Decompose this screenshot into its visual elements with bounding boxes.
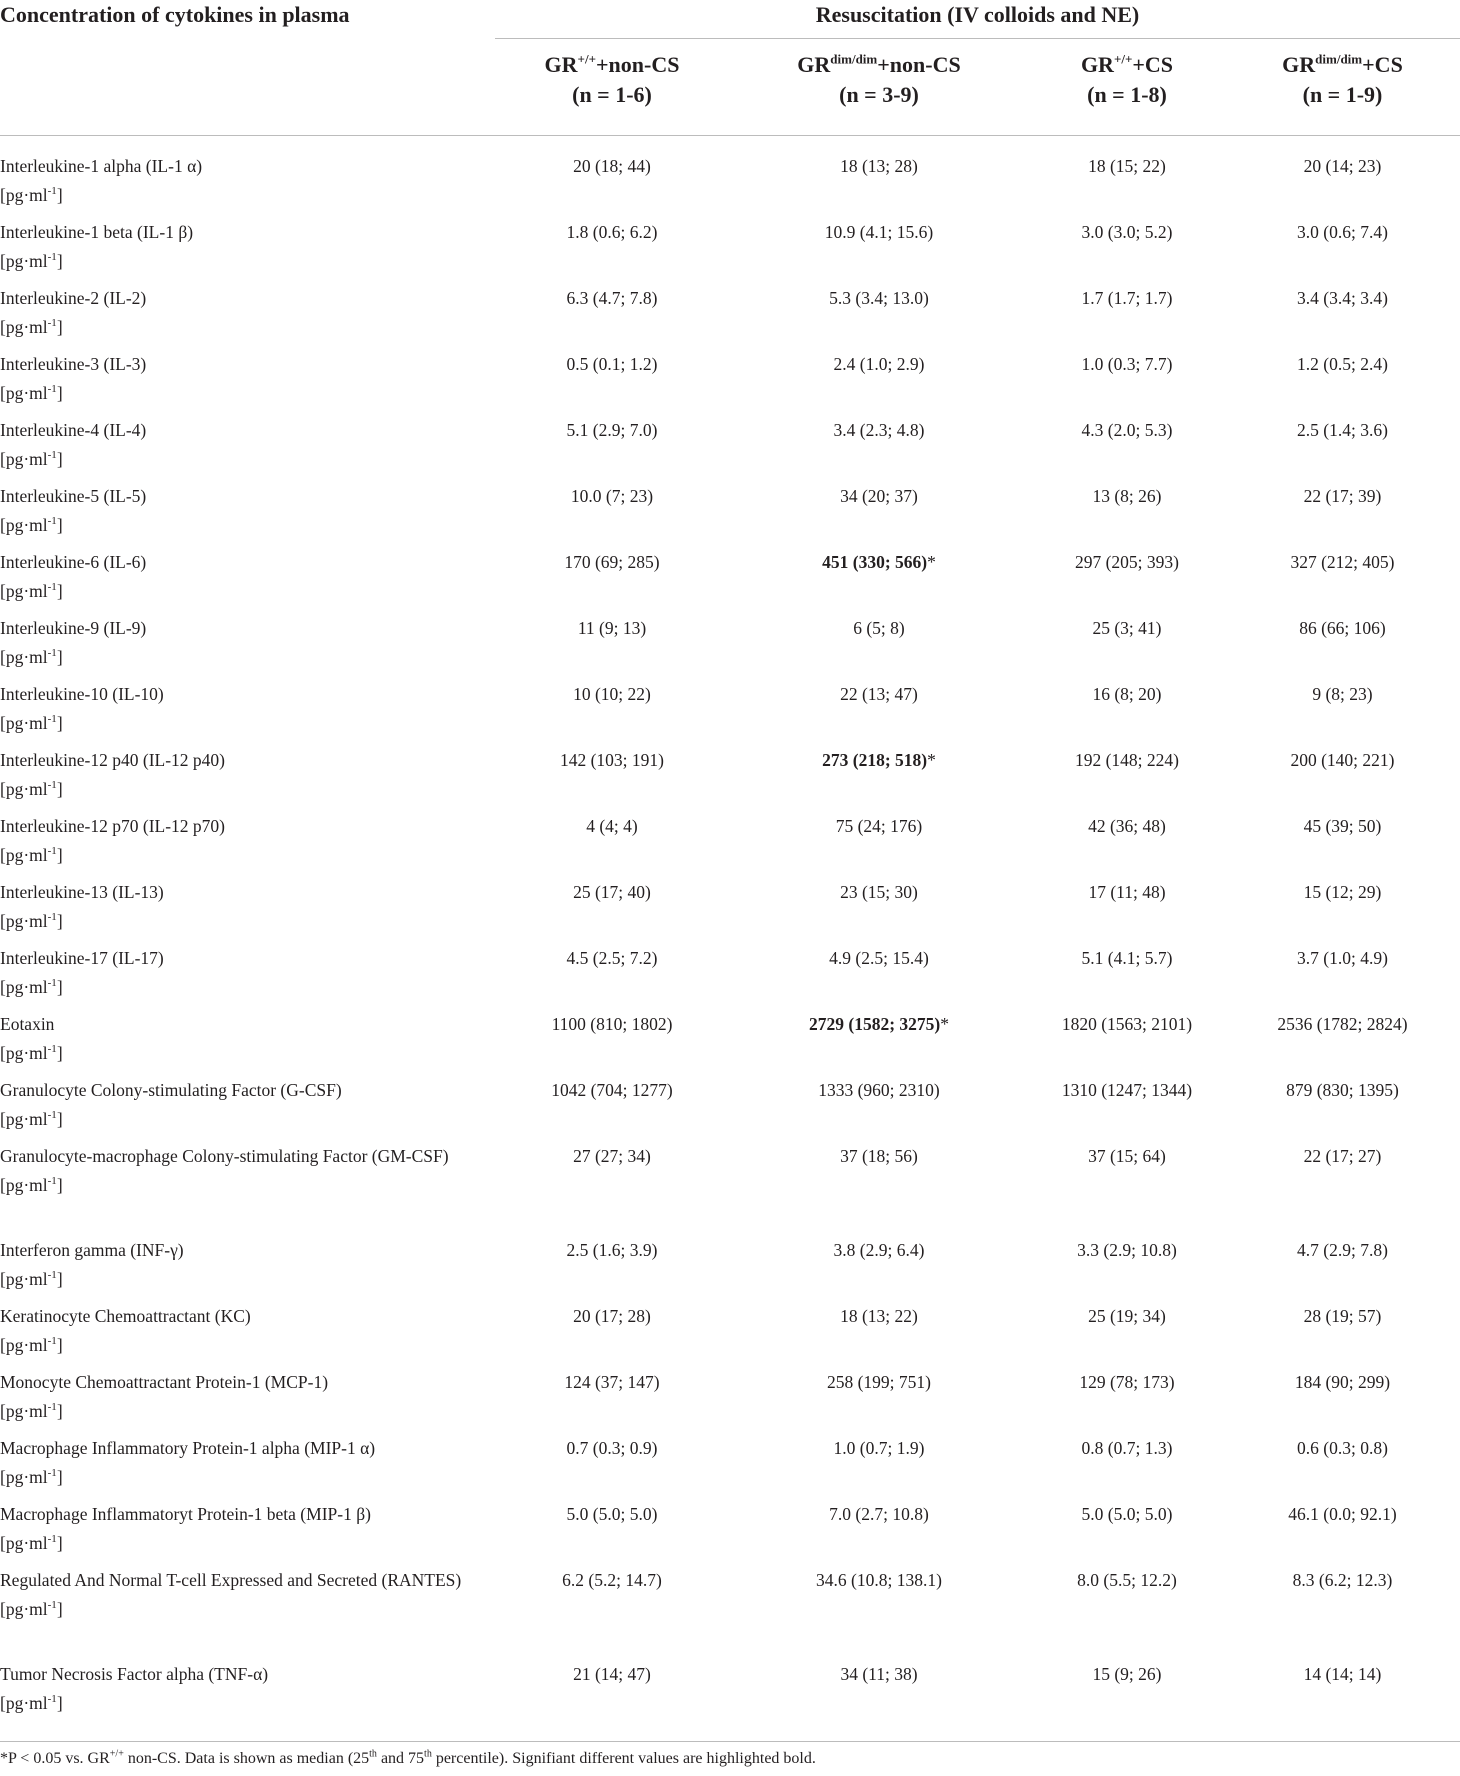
header-divider [0, 135, 1460, 136]
header-divider-short [495, 38, 1460, 39]
table-cell: 170 (69; 285) [564, 552, 660, 572]
table-cell: 5.3 (3.4; 13.0) [829, 288, 929, 308]
table-cell: 22 (17; 39) [1303, 486, 1382, 506]
table-footnote [0, 1748, 1460, 1770]
row-label: Interleukine-12 p70 (IL-12 p70) $[pg\cdot ml^{-1}]$ [0, 816, 225, 865]
table-cell: 327 (212; 405) [1290, 552, 1395, 572]
table-cell: 1100 (810; 1802) [551, 1014, 673, 1034]
row-label: Tumor Necrosis Factor alpha (TNF-α) $[pg\cdot ml^{-1}]$ [0, 1664, 269, 1713]
table-cell: 20 (17; 28) [573, 1306, 651, 1326]
table-cell: 6 (5; 8) [853, 618, 905, 638]
table-cell: 11 (9; 13) [577, 618, 647, 638]
table-cell: 6.2 (5.2; 14.7) [562, 1570, 662, 1590]
table-cell: 8.3 (6.2; 12.3) [1292, 1570, 1393, 1590]
row-label: Interleukine-9 (IL-9) $[pg\cdot ml^{-1}]$ [0, 618, 147, 667]
footnote-sup-3: th [424, 1748, 432, 1760]
table-cell: 37 (15; 64) [1088, 1146, 1166, 1166]
row-label: Macrophage Inflammatory Protein-1 alpha (MIP-1 α) $[pg\cdot ml^{-1}]$ [0, 1438, 376, 1487]
row-label: Interleukine-12 p40 (IL-12 p40) $[pg\cdot ml^{-1}]$ [0, 750, 225, 799]
table-cell: 5.1 (4.1; 5.7) [1081, 948, 1173, 968]
table-cell: 27 (27; 34) [573, 1146, 651, 1166]
table-cell: 34 (20; 37) [840, 486, 918, 506]
row-label: Eotaxin $[pg\cdot ml^{-1}]$ [0, 1014, 63, 1063]
significance-marker: * [927, 552, 936, 572]
table-cell: 20 (18; 44) [573, 156, 651, 176]
significance-marker: * [940, 1014, 949, 1034]
table-cell: 10.9 (4.1; 15.6) [824, 222, 934, 242]
row-label: Granulocyte Colony-stimulating Factor (G-CSF) $[pg\cdot ml^{-1}]$ [0, 1080, 342, 1129]
table-cell: 129 (78; 173) [1079, 1372, 1175, 1392]
table-cell: 5.0 (5.0; 5.0) [1081, 1504, 1173, 1524]
table-cell: 3.7 (1.0; 4.9) [1297, 948, 1388, 968]
row-label: Interleukine-17 (IL-17) $[pg\cdot ml^{-1}]$ [0, 948, 164, 997]
table-cell: 192 (148; 224) [1074, 750, 1180, 770]
row-label: Macrophage Inflammatoryt Protein-1 beta (MIP-1 β) $[pg\cdot ml^{-1}]$ [0, 1504, 371, 1553]
table-cell: 18 (13; 28) [840, 156, 918, 176]
table-cell: 142 (103; 191) [559, 750, 665, 770]
table-cell: 0.7 (0.3; 0.9) [566, 1438, 658, 1458]
table-cell: 5.1 (2.9; 7.0) [566, 420, 658, 440]
table-cell: 5.0 (5.0; 5.0) [566, 1504, 658, 1524]
row-label: Interleukine-1 beta (IL-1 β) $[pg\cdot ml^{-1}]$ [0, 222, 194, 271]
table-cell: 4.5 (2.5; 7.2) [566, 948, 658, 968]
table-cell: 34.6 (10.8; 138.1) [816, 1570, 942, 1590]
table-cell: 22 (13; 47) [840, 684, 918, 704]
table-cell: 18 (15; 22) [1088, 156, 1166, 176]
table-cell: 3.4 (2.3; 4.8) [833, 420, 925, 440]
table-cell: 2729 (1582; 3275)* [809, 1014, 949, 1034]
column-header-2: $GR^{dim/dim}+non-CS$ (n = 3-9) [797, 51, 961, 107]
table-cell: 4.9 (2.5; 15.4) [829, 948, 929, 968]
row-label: Regulated And Normal T-cell Expressed and Secreted (RANTES) $[pg\cdot ml^{-1}]$ [0, 1570, 462, 1619]
table-cell: 21 (14; 47) [573, 1664, 651, 1684]
table-cell: 3.0 (3.0; 5.2) [1081, 222, 1173, 242]
table-cell: 15 (12; 29) [1303, 882, 1382, 902]
table-cell: 4.7 (2.9; 7.8) [1297, 1240, 1388, 1260]
table-cell: 2.5 (1.4; 3.6) [1297, 420, 1388, 440]
table-cell: 10 (10; 22) [573, 684, 651, 704]
table-cell: 2536 (1782; 2824) [1277, 1014, 1408, 1034]
row-label: Interleukine-2 (IL-2) $[pg\cdot ml^{-1}]$ [0, 288, 147, 337]
table-cell: 10.0 (7; 23) [570, 486, 654, 506]
table-cell: 6.3 (4.7; 7.8) [566, 288, 658, 308]
table-cell: 34 (11; 38) [840, 1664, 918, 1684]
table-cell: 18 (13; 22) [840, 1306, 918, 1326]
table-cell: 75 (24; 176) [835, 816, 923, 836]
table-cell: 1.7 (1.7; 1.7) [1081, 288, 1173, 308]
row-label: Interleukine-1 alpha (IL-1 α) $[pg\cdot ml^{-1}]$ [0, 156, 203, 205]
table-cell: 46.1 (0.0; 92.1) [1288, 1504, 1397, 1524]
table-cell: 17 (11; 48) [1088, 882, 1166, 902]
footnote-text-4: percentile). Signifiant different values are highlighted bold. [431, 1750, 816, 1767]
table-cell: 124 (37; 147) [564, 1372, 660, 1392]
table-cell: 200 (140; 221) [1290, 750, 1395, 770]
table-cell: 45 (39; 50) [1303, 816, 1382, 836]
row-label: Interferon gamma (INF-γ) $[pg\cdot ml^{-1}]$ [0, 1240, 184, 1289]
table-cell: 25 (19; 34) [1088, 1306, 1166, 1326]
table-cell: 42 (36; 48) [1088, 816, 1166, 836]
table-cell: 2.4 (1.0; 2.9) [833, 354, 925, 374]
table-cell: 28 (19; 57) [1303, 1306, 1382, 1326]
table-cell: 37 (18; 56) [840, 1146, 918, 1166]
table-cell: 3.8 (2.9; 6.4) [833, 1240, 925, 1260]
table-cell: 13 (8; 26) [1092, 486, 1162, 506]
table-bottom-rule [0, 1741, 1460, 1742]
table-cell: 7.0 (2.7; 10.8) [829, 1504, 929, 1524]
table-cell: 1333 (960; 2310) [818, 1080, 940, 1100]
table-cell: 20 (14; 23) [1303, 156, 1382, 176]
footnote-sup-2: th [369, 1748, 377, 1760]
table-cell: 258 (199; 751) [826, 1372, 932, 1392]
table-cell: 1.0 (0.3; 7.7) [1081, 354, 1173, 374]
table-cell: 3.3 (2.9; 10.8) [1077, 1240, 1177, 1260]
column-header-4: $GR^{dim/dim}+CS$ (n = 1-9) [1282, 51, 1403, 107]
row-label: Monocyte Chemoattractant Protein-1 (MCP-1) $[pg\cdot ml^{-1}]$ [0, 1372, 329, 1421]
table-cell: 0.8 (0.7; 1.3) [1081, 1438, 1173, 1458]
table-cell: 1.8 (0.6; 6.2) [566, 222, 658, 242]
row-label: Interleukine-3 (IL-3) $[pg\cdot ml^{-1}]$ [0, 354, 147, 403]
row-label: Granulocyte-macrophage Colony-stimulating Factor (GM-CSF) $[pg\cdot ml^{-1}]$ [0, 1146, 449, 1195]
footnote-text-1: *P < 0.05 vs. GR [0, 1750, 110, 1767]
table-cell: 16 (8; 20) [1092, 684, 1162, 704]
table-cell: 3.4 (3.4; 3.4) [1297, 288, 1388, 308]
table-cell: 4.3 (2.0; 5.3) [1081, 420, 1173, 440]
table-header-top [0, 0, 1460, 38]
table-cell: 0.6 (0.3; 0.8) [1297, 1438, 1388, 1458]
table-cell: 15 (9; 26) [1092, 1664, 1162, 1684]
table-title-right: Resuscitation (IV colloids and NE) [815, 2, 1140, 27]
table-cell: 184 (90; 299) [1294, 1372, 1391, 1392]
table-cell: 273 (218; 518)* [822, 750, 936, 770]
table-cell: 3.0 (0.6; 7.4) [1297, 222, 1388, 242]
table-cell: 86 (66; 106) [1299, 618, 1386, 638]
footnote-sup-1: +/+ [109, 1748, 124, 1760]
row-label: Interleukine-10 (IL-10) $[pg\cdot ml^{-1}]$ [0, 684, 164, 733]
table-cell: 2.5 (1.6; 3.9) [566, 1240, 658, 1260]
table-cell: 1.2 (0.5; 2.4) [1297, 354, 1388, 374]
row-label: Interleukine-13 (IL-13) $[pg\cdot ml^{-1}]$ [0, 882, 164, 931]
table-cell: 1.0 (0.7; 1.9) [833, 1438, 925, 1458]
column-header-3: GR+/++CS (n = 1-8) [1080, 51, 1174, 107]
table-cell: 451 (330; 566)* [822, 552, 936, 572]
column-header-1: GR+/++non-CS (n = 1-6) [544, 51, 680, 107]
row-label: Interleukine-4 (IL-4) $[pg\cdot ml^{-1}]$ [0, 420, 147, 469]
table-cell: 1820 (1563; 2101) [1061, 1014, 1193, 1034]
table-cell: 9 (8; 23) [1312, 684, 1373, 704]
table-cell: 14 (14; 14) [1303, 1664, 1382, 1684]
footnote-text-3: and 75 [376, 1750, 425, 1767]
table-cell: 25 (3; 41) [1092, 618, 1162, 638]
table-cell: 297 (205; 393) [1074, 552, 1180, 572]
row-label: Interleukine-6 (IL-6) $[pg\cdot ml^{-1}]$ [0, 552, 147, 601]
table-cell: 8.0 (5.5; 12.2) [1077, 1570, 1177, 1590]
table-title-left: Concentration of cytokines in plasma [0, 2, 350, 27]
row-label: Interleukine-5 (IL-5) $[pg\cdot ml^{-1}]$ [0, 486, 147, 535]
table-cell: 25 (17; 40) [573, 882, 651, 902]
table-cell: 4 (4; 4) [586, 816, 638, 836]
table-cell: 1310 (1247; 1344) [1061, 1080, 1193, 1100]
table-cell: 1042 (704; 1277) [551, 1080, 673, 1100]
column-headers [0, 50, 1460, 130]
significance-marker: * [927, 750, 936, 770]
table-cell: 22 (17; 27) [1303, 1146, 1382, 1166]
table-cell: 0.5 (0.1; 1.2) [566, 354, 658, 374]
table-cell: 879 (830; 1395) [1286, 1080, 1399, 1100]
row-label: Keratinocyte Chemoattractant (KC) $[pg\cdot ml^{-1}]$ [0, 1306, 251, 1355]
table-cell: 23 (15; 30) [840, 882, 918, 902]
footnote-text-2: non-CS. Data is shown as median (25 [123, 1750, 370, 1767]
